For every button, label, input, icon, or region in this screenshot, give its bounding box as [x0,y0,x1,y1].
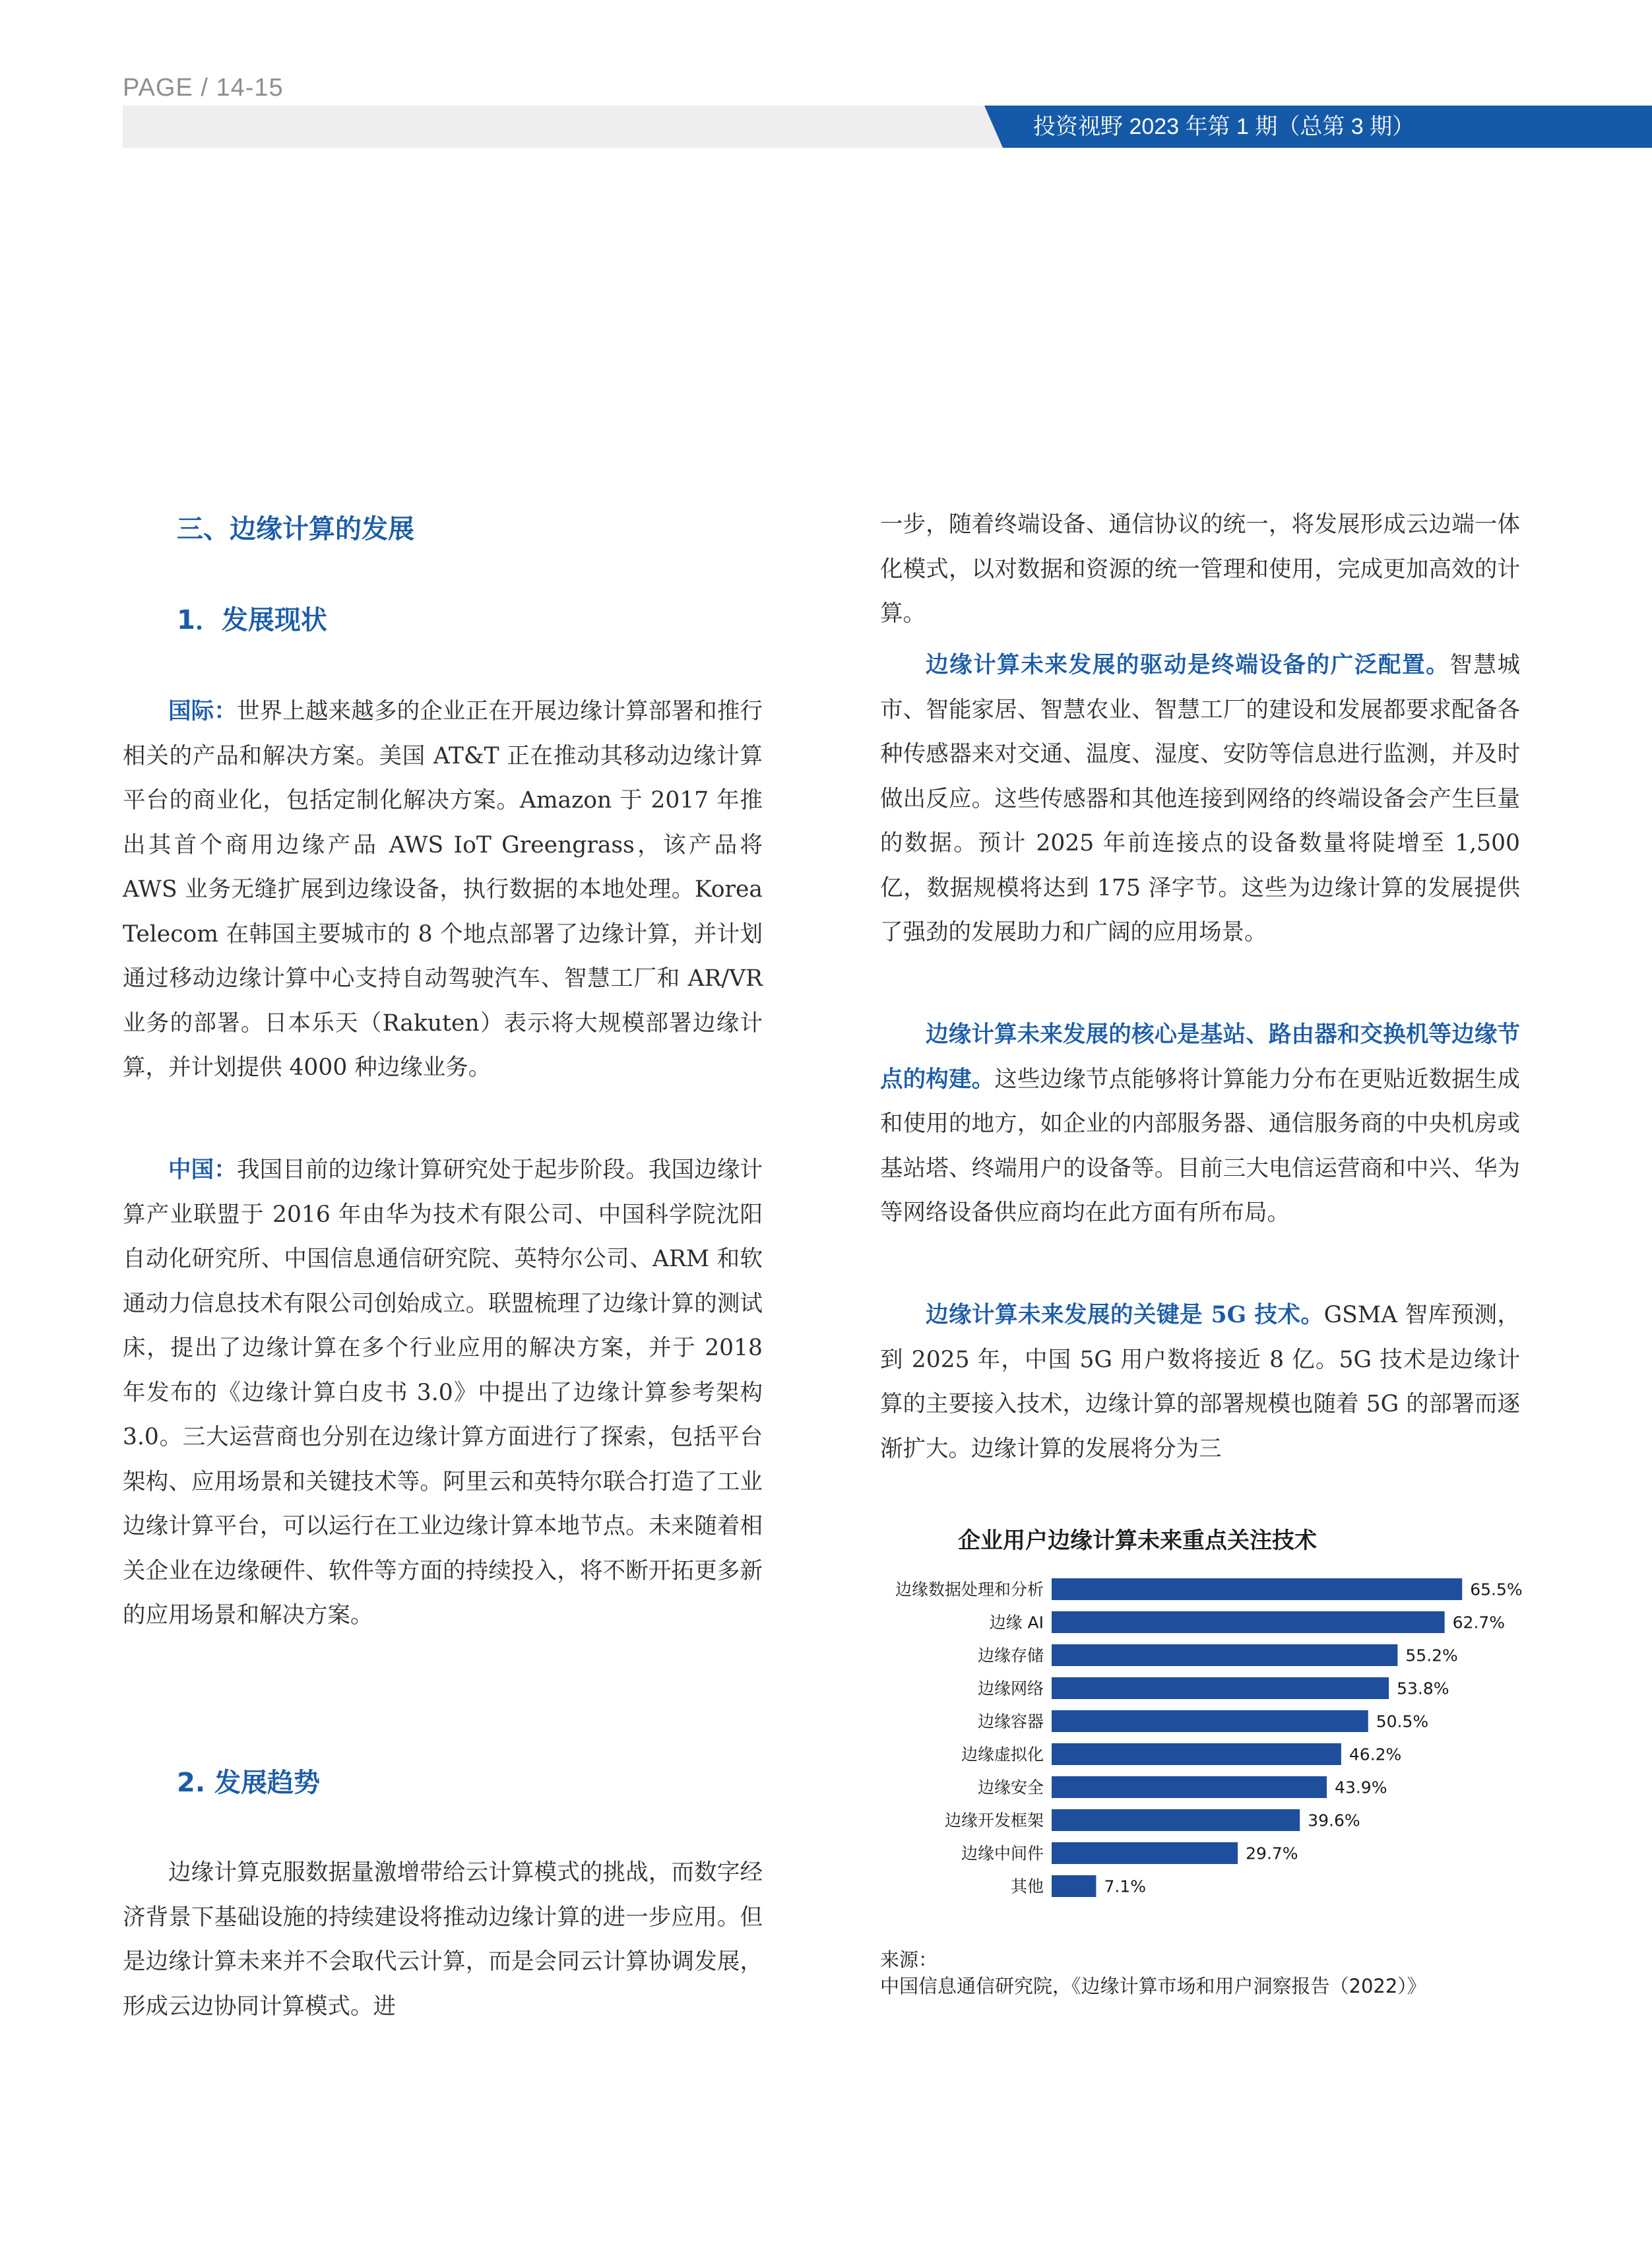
paragraph-international [123,690,763,1091]
value-label: 65.5% [1470,1580,1523,1599]
category-label: 边缘 AI [989,1613,1044,1632]
paragraph-international-text: 世界上越来越多的企业正在开展边缘计算部署和推行相关的产品和解决方案。美国 AT&T 正在推动其移动边缘计算平台的商业化，包括定制化解决方案。Amazon 于 2017 年推出其首个商用边缘产品 AWS IoT Greengrass，该产品将 AWS 业务无缝扩展到边缘设备，执行数据的本地处理。Korea Telecom 在韩国主要城市的 8 个地点部署了边缘计算，并计划通过移动边缘计算中心支持自动驾驶汽车、智慧工厂和 AR/VR 业务的部署。日本乐天（Rakuten）表示将大规模部署边缘计算，并计划提供 4000 种边缘业务。 [123,698,763,1081]
category-label: 边缘开发框架 [944,1811,1044,1830]
bar [1052,1842,1238,1864]
bar [1052,1578,1462,1600]
bar [1052,1875,1096,1897]
value-label: 7.1% [1104,1877,1146,1896]
value-label: 55.2% [1405,1646,1458,1665]
paragraph-driver-text: 智慧城市、智能家居、智慧农业、智慧工厂的建设和发展都要求配备各种传感器来对交通、温度、湿度、安防等信息进行监测，并及时做出反应。这些传感器和其他连接到网络的终端设备会产生巨量的数据。预计 2025 年前连接点的设备数量将陡增至 1,500 亿，数据规模将达到 175 泽字节。这些为边缘计算的发展提供了强劲的发展助力和广阔的应用场景。 [880,652,1521,946]
category-label: 边缘网络 [977,1679,1044,1698]
chart-title: 企业用户边缘计算未来重点关注技术 [958,1528,1317,1554]
bar-chart [880,1518,1540,2019]
source-label: 来源： [880,1948,938,1971]
category-label: 边缘存储 [977,1646,1044,1665]
source-text: 中国信息通信研究院，《边缘计算市场和用户洞察报告（2022）》 [880,1975,1426,1997]
category-label: 边缘中间件 [961,1844,1044,1863]
bar [1052,1743,1341,1765]
keyword-international: 国际： [168,698,237,724]
value-label: 39.6% [1308,1811,1360,1830]
publication-title: 投资视野 2023 年第 1 期（总第 3 期） [1033,114,1415,139]
paragraph-china [123,1148,763,1638]
bar [1052,1809,1300,1831]
bar [1052,1611,1445,1633]
keyword-china: 中国： [168,1157,237,1183]
paragraph-trend: 边缘计算克服数据量激增带给云计算模式的挑战，而数字经济背景下基础设施的持续建设将推动边缘计算的进一步应用。但是边缘计算未来并不会取代云计算，而是会同云计算协调发展，形成云边协同计算模式。进 [123,1859,763,2020]
section-title: 三、边缘计算的发展 [177,514,414,544]
value-label: 43.9% [1335,1778,1387,1797]
paragraph-5g-text: GSMA 智库预测，到 2025 年，中国 5G 用户数将接近 8 亿。5G 技术是边缘计算的主要接入技术，边缘计算的部署规模也随着 5G 的部署而逐渐扩大。边缘计算的发展将分为三 [880,1302,1520,1462]
category-label: 其他 [1010,1877,1044,1896]
paragraph-core-text: 这些边缘节点能够将计算能力分布在更贴近数据生成和使用的地方，如企业的内部服务器、通信服务商的中央机房或基站塔、终端用户的设备等。目前三大电信运营商和中兴、华为等网络设备供应商均在此方面有所布局。 [880,1066,1521,1226]
bar [1052,1776,1327,1798]
paragraph-continued: 一步，随着终端设备、通信协议的统一，将发展形成云边端一体化模式，以对数据和资源的统一管理和使用，完成更加高效的计算。 [880,511,1520,627]
keyword-5g: 边缘计算未来发展的关键是 5G 技术。 [926,1302,1324,1328]
keyword-driver: 边缘计算未来发展的驱动是终端设备的广泛配置。 [926,652,1450,678]
chart-source [880,1946,1426,1999]
category-label: 边缘数据处理和分析 [895,1580,1044,1599]
paragraph-core [880,1013,1520,1236]
category-label: 边缘安全 [977,1778,1044,1797]
bar [1052,1644,1397,1666]
bar [1052,1710,1368,1732]
keyword-core: 边缘计算未来发展的核心是基站、路由器和交换机等边缘节点的构建。 [880,1021,1520,1093]
bar [1052,1677,1389,1699]
subsection-title-trend: 2. 发展趋势 [177,1768,320,1798]
paragraph-china-text: 我国目前的边缘计算研究处于起步阶段。我国边缘计算产业联盟于 2016 年由华为技术有限公司、中国科学院沈阳自动化研究所、中国信息通信研究院、英特尔公司、ARM 和软通动力信息技术有限公司创始成立。联盟梳理了边缘计算的测试床，提出了边缘计算在多个行业应用的解决方案，并于 2018 年发布的《边缘计算白皮书 3.0》中提出了边缘计算参考架构 3.0。三大运营商也分别在边缘计算方面进行了探索，包括平台架构、应用场景和关键技术等。阿里云和英特尔联合打造了工业边缘计算平台，可以运行在工业边缘计算本地节点。未来随着相关企业在边缘硬件、软件等方面的持续投入，将不断开拓更多新的应用场景和解决方案。 [123,1157,763,1628]
value-label: 29.7% [1246,1844,1298,1863]
value-label: 62.7% [1452,1613,1506,1632]
value-label: 53.8% [1397,1679,1449,1698]
category-label: 边缘容器 [977,1712,1044,1731]
bar-chart-svg [880,1518,1540,1940]
page-number: PAGE / 14-15 [123,74,284,102]
subsection-title-status: 1．发展现状 [177,605,327,635]
paragraph-driver [880,643,1520,955]
paragraph-5g [880,1293,1520,1471]
value-label: 50.5% [1376,1712,1429,1731]
value-label: 46.2% [1349,1745,1402,1764]
category-label: 边缘虚拟化 [961,1745,1044,1764]
